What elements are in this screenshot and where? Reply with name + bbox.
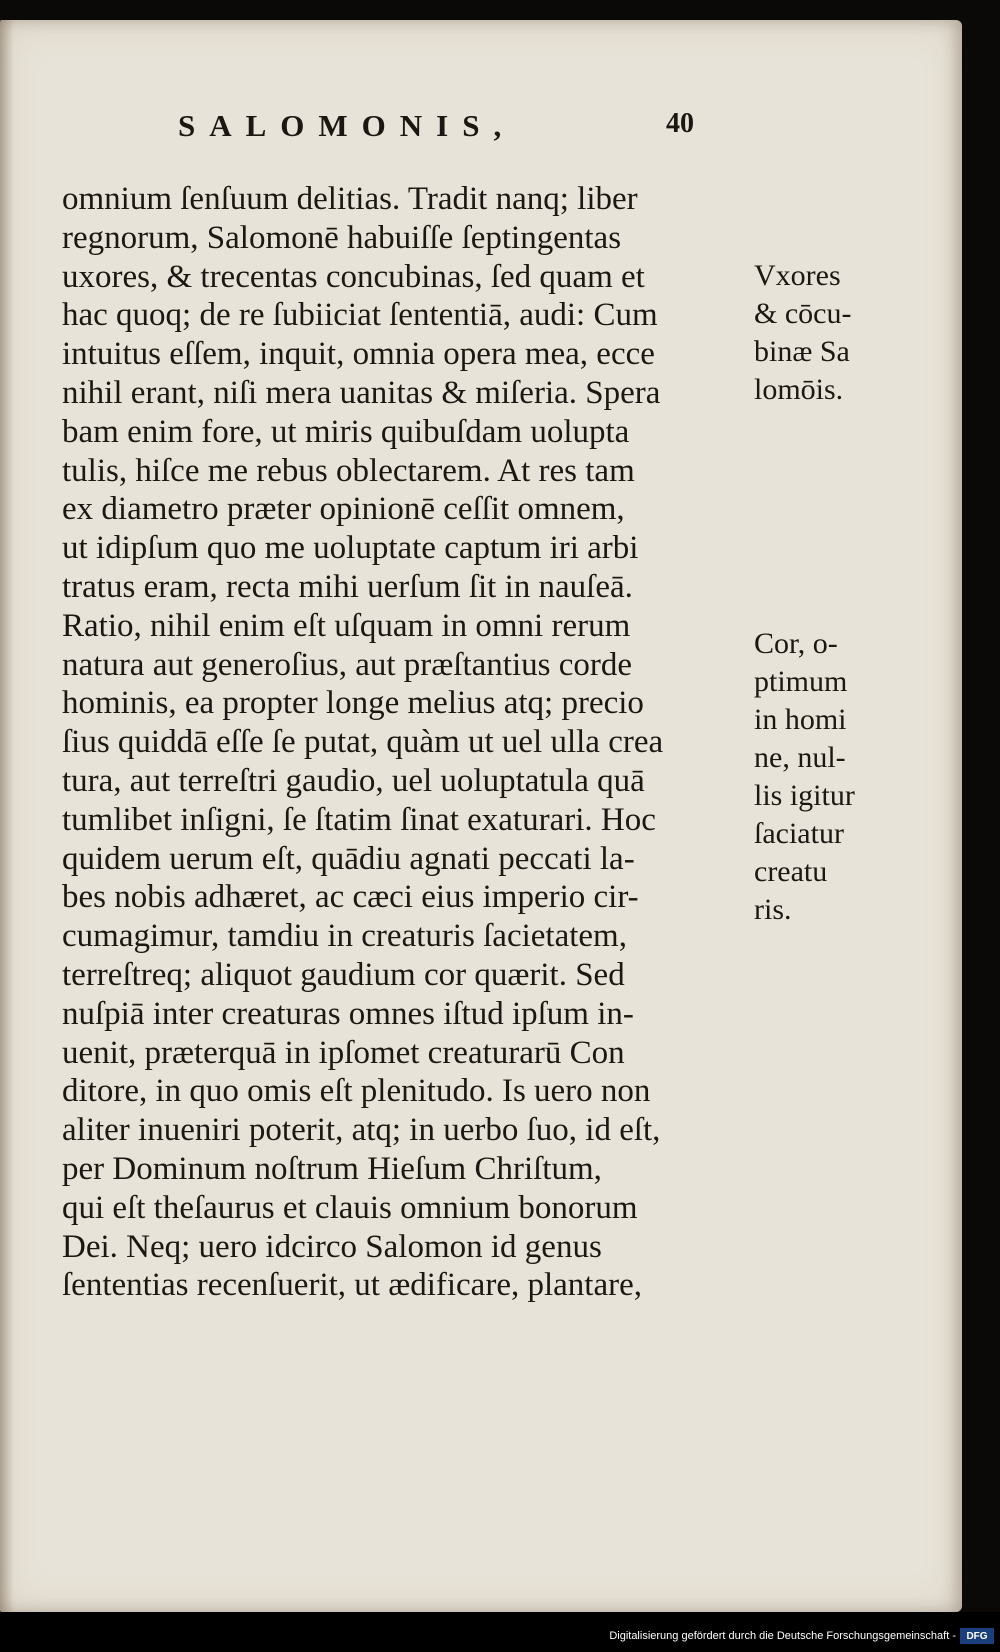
- margin-note-line: Vxores: [754, 259, 841, 292]
- text-line: tumlibet inſigni, ſe ſtatim ſinat exaturari. Hoc: [62, 801, 656, 838]
- text-line: regnorum, Salomonē habuiſſe ſeptingentas: [62, 219, 622, 256]
- margin-note-cor: [754, 625, 904, 929]
- text-line: tratus eram, recta mihi uerſum ſit in nauſeā.: [62, 568, 633, 605]
- running-title: SALOMONIS,: [178, 108, 516, 143]
- text-line: per Dominum noſtrum Hieſum Chriſtum,: [62, 1150, 602, 1187]
- margin-note-line: Cor, o-: [754, 627, 838, 660]
- main-text-block: [62, 180, 752, 1305]
- text-line: tura, aut terreſtri gaudio, uel uoluptatula quā: [62, 762, 645, 799]
- margin-note-line: binæ Sa: [754, 335, 850, 368]
- text-line: ditore, in quo omis eſt plenitudo. Is uero non: [62, 1073, 651, 1110]
- text-line: cumagimur, tamdiu in creaturis ſacietatem,: [62, 918, 627, 955]
- margin-note-uxores: [754, 257, 904, 409]
- text-line: bes nobis adhæret, ac cæci eius imperio cir-: [62, 879, 639, 916]
- text-line: tulis, hiſce me rebus oblectarem. At res tam: [62, 452, 635, 489]
- margin-note-line: in homi: [754, 703, 847, 736]
- page-number: 40: [666, 108, 694, 139]
- text-line: nuſpiā inter creaturas omnes iſtud ipſum in-: [62, 995, 634, 1032]
- text-line: terreſtreq; aliquot gaudium cor quærit. Sed: [62, 956, 625, 993]
- funding-credit: Digitalisierung gefördert durch die Deutsche Forschungsgemeinschaft -: [609, 1630, 956, 1642]
- margin-note-line: creatu: [754, 855, 828, 888]
- text-line: hominis, ea propter longe melius atq; precio: [62, 685, 644, 722]
- footer-band: [0, 1612, 1000, 1652]
- text-line: intuitus eſſem, inquit, omnia opera mea, ecce: [62, 336, 655, 373]
- text-line: quidem uerum eſt, quādiu agnati peccati la-: [62, 840, 635, 877]
- dfg-logo: DFG: [960, 1628, 994, 1644]
- book-page: [0, 20, 962, 1612]
- text-line: Ratio, nihil enim eſt uſquam in omni rerum: [62, 607, 631, 644]
- text-line: Dei. Neq; uero idcirco Salomon id genus: [62, 1228, 602, 1265]
- text-line: bam enim fore, ut miris quibuſdam uolupta: [62, 413, 630, 450]
- margin-note-line: ptimum: [754, 665, 848, 698]
- text-line: aliter inueniri poterit, atq; in uerbo ſuo, id eſt,: [62, 1112, 661, 1149]
- text-line: ex diametro præter opinionē ceſſit omnem,: [62, 491, 625, 528]
- margin-note-line: ris.: [754, 893, 792, 926]
- text-line: uxores, & trecentas concubinas, ſed quam et: [62, 258, 645, 295]
- margin-note-line: ſaciatur: [754, 817, 844, 850]
- margin-note-line: & cōcu-: [754, 297, 852, 330]
- text-line: natura aut generoſius, aut præſtantius corde: [62, 646, 632, 683]
- text-line: uenit, præterquā in ipſomet creaturarū Con: [62, 1034, 625, 1071]
- margin-note-line: ne, nul-: [754, 741, 846, 774]
- text-line: ſententias recenſuerit, ut ædificare, plantare,: [62, 1267, 642, 1304]
- text-line: omnium ſenſuum delitias. Tradit nanq; liber: [62, 181, 638, 217]
- margin-note-line: lomōis.: [754, 373, 844, 406]
- text-line: qui eſt theſaurus et clauis omnium bonorum: [62, 1189, 638, 1226]
- text-line: ut idipſum quo me uoluptate captum iri arbi: [62, 530, 639, 567]
- text-line: hac quoq; de re ſubiiciat ſententiā, audi: Cum: [62, 297, 658, 334]
- text-line: ſius quiddā eſſe ſe putat, quàm ut uel ulla crea: [62, 724, 664, 761]
- margin-note-line: lis igitur: [754, 779, 855, 812]
- text-line: nihil erant, niſi mera uanitas & miſeria. Spera: [62, 374, 661, 411]
